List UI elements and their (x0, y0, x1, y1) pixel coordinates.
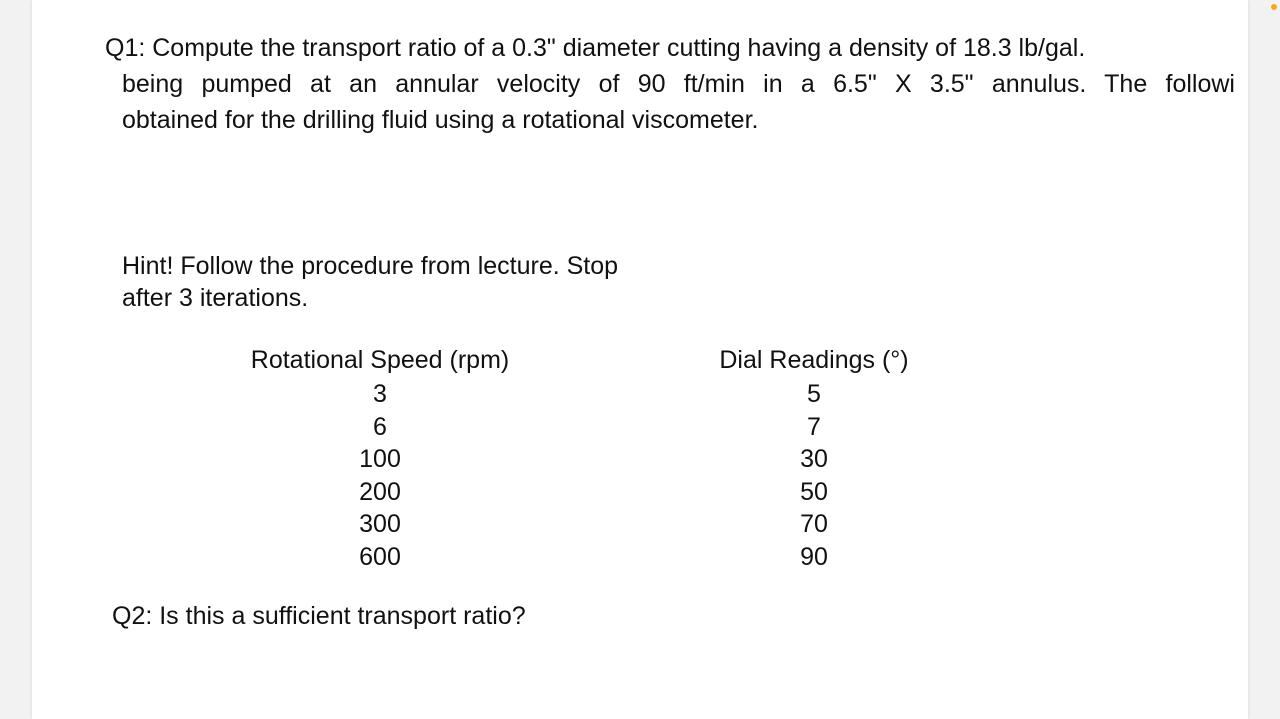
dial-cell: 5 (807, 380, 821, 408)
question-1-line-1: Q1: Compute the transport ratio of a 0.3" diameter cutting having a density of 18.3 lb/gal. (105, 34, 1086, 62)
hint-line-1: Hint! Follow the procedure from lecture. Stop (122, 252, 619, 280)
rpm-cell: 300 (359, 510, 401, 538)
rpm-cell: 100 (359, 445, 401, 473)
question-1-line-3: obtained for the drilling fluid using a rotational viscometer. (122, 106, 759, 134)
question-1 (105, 30, 1248, 138)
rpm-cell: 200 (359, 477, 401, 506)
rotational-speed-column (232, 342, 528, 573)
rpm-cell: 600 (359, 542, 401, 571)
question-1-line-2: being pumped at an annular velocity of 90 ft/min in a 6.5" X 3.5" annulus. The followi (122, 70, 1235, 98)
hint-line-2: after 3 iterations. (122, 284, 309, 312)
dial-cell: 90 (800, 542, 828, 571)
rotational-speed-header: Rotational Speed (rpm) (250, 346, 510, 374)
question-2: Q2: Is this a sufficient transport ratio? (112, 602, 526, 630)
dial-cell: 30 (800, 445, 828, 473)
dial-cell: 7 (807, 412, 821, 441)
dial-readings-column (704, 342, 924, 573)
dial-cell: 50 (800, 477, 828, 506)
dial-readings-header: Dial Readings (°) (719, 346, 909, 374)
hint-text (122, 250, 618, 314)
rpm-cell: 3 (373, 380, 387, 408)
rpm-cell: 6 (373, 412, 387, 441)
dial-cell: 70 (800, 510, 828, 538)
status-indicator-dot (1271, 4, 1277, 10)
document-page (32, 0, 1248, 719)
